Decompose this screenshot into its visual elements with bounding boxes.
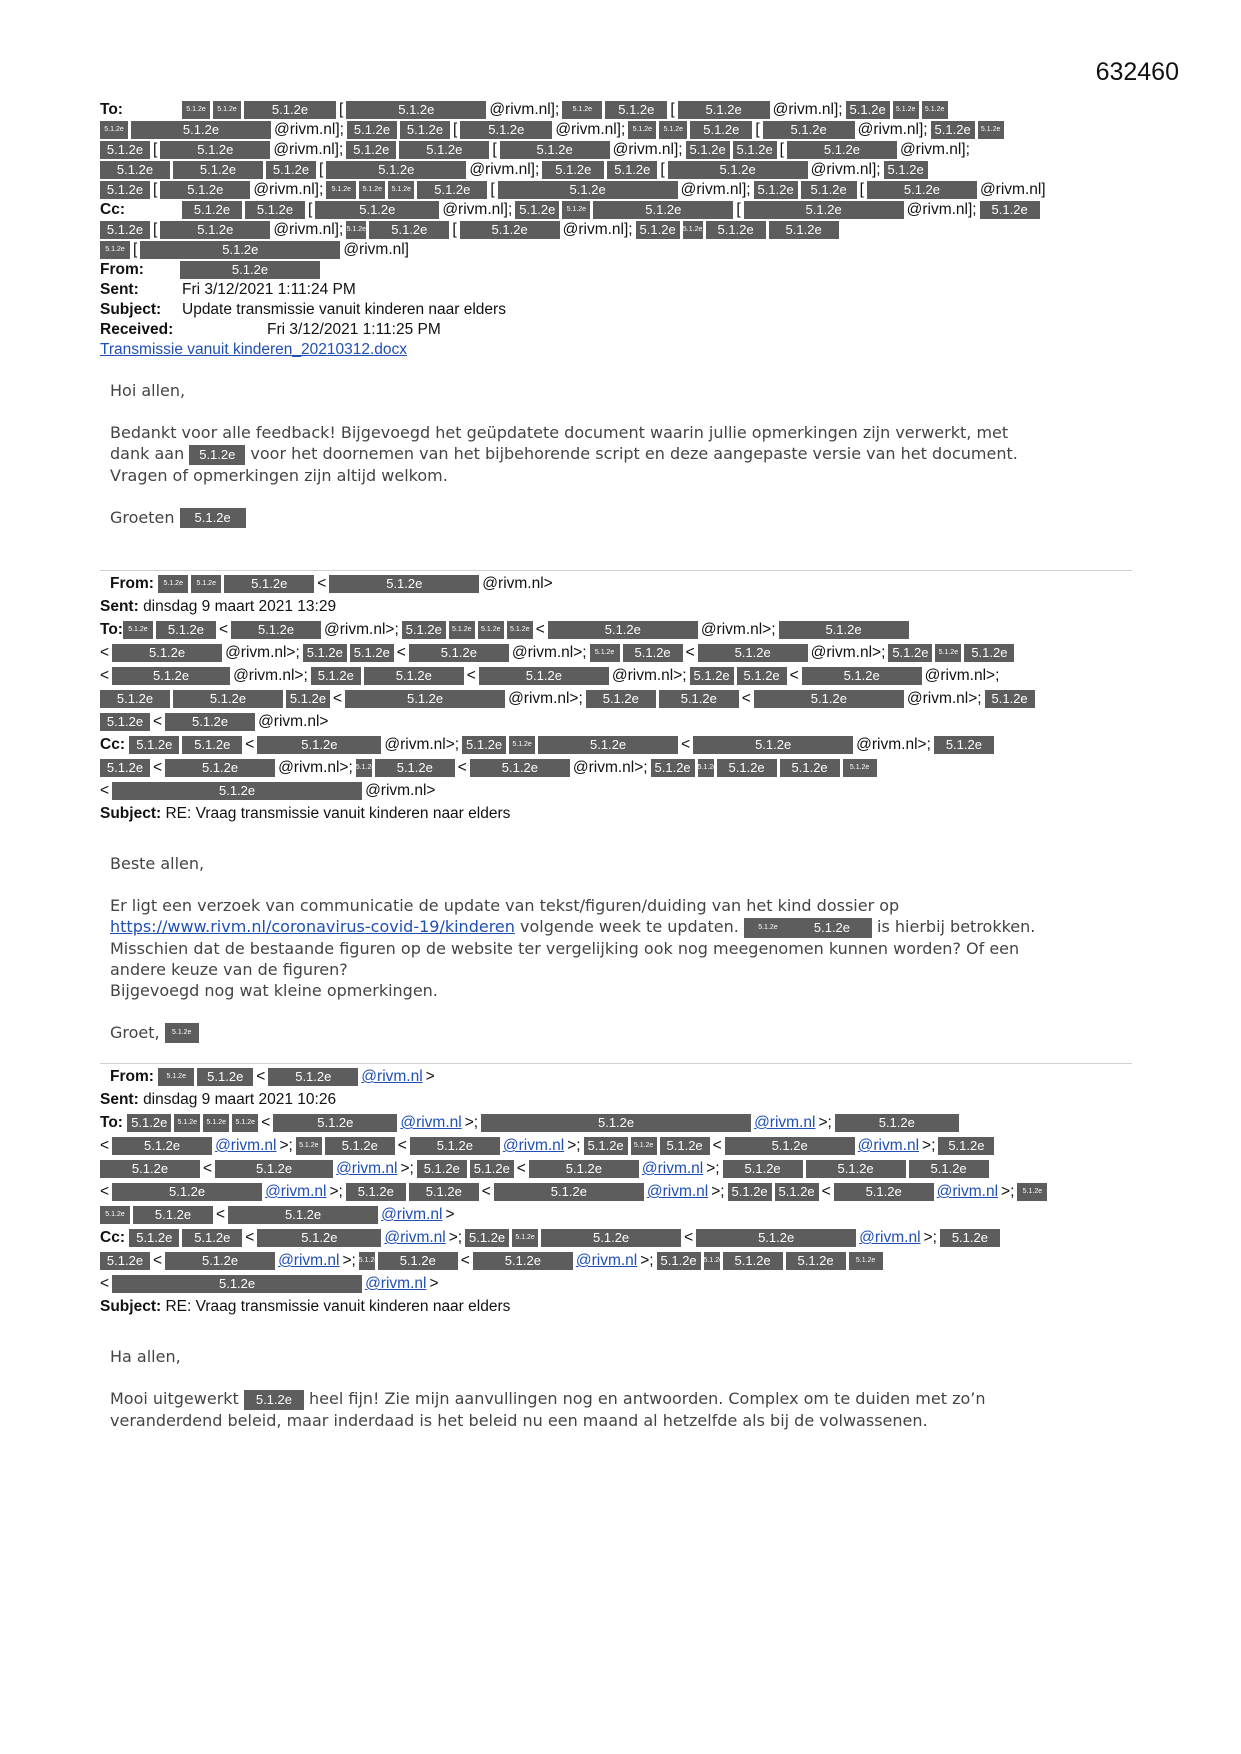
redaction: 5.1.2e xyxy=(409,644,509,662)
redaction: 5.1.2e xyxy=(245,201,305,219)
redaction: 5.1.2e xyxy=(607,161,657,179)
redaction: 5.1.2e xyxy=(849,1252,883,1270)
redaction: 5.1.2e xyxy=(158,1068,194,1086)
redaction: 5.1.2e xyxy=(693,736,853,754)
redaction: 5.1.2e xyxy=(449,621,475,639)
redaction: 5.1.2e xyxy=(131,121,271,139)
redaction: 5.1.2e xyxy=(465,1229,509,1247)
redaction: 5.1.2e xyxy=(909,1160,989,1178)
redaction: 5.1.2e xyxy=(228,1206,378,1224)
redaction: 5.1.2e xyxy=(509,736,535,754)
redaction: 5.1.2e xyxy=(686,141,730,159)
redaction: 5.1.2e xyxy=(935,644,961,662)
subject-label: Subject: xyxy=(100,805,162,822)
email1-to-row: 5.1.2e 5.1.2e @rivm.nl]; 5.1.2e 5.1.2e [ 5.1.2e @rivm.nl]; 5.1.2e 5.1.2e 5.1.2e [ 5.1.2e @rivm.nl]; 5.1.2e 5.1.2e xyxy=(100,120,1007,140)
redaction: 5.1.2e xyxy=(189,445,245,465)
redaction: 5.1.2e xyxy=(763,121,855,139)
redaction: 5.1.2e xyxy=(562,101,602,119)
redaction: 5.1.2e xyxy=(232,1114,258,1132)
email1-to-row: 5.1.2e [ 5.1.2e @rivm.nl]; 5.1.2e 5.1.2e [ 5.1.2e @rivm.nl]; 5.1.2e 5.1.2e [ 5.1.2e @rivm.nl]; xyxy=(100,140,973,160)
redaction: 5.1.2e xyxy=(129,736,179,754)
to-label: To: xyxy=(100,1114,123,1132)
redaction: 5.1.2e xyxy=(538,736,678,754)
redaction: 5.1.2e xyxy=(346,1183,406,1201)
email1-sent-row xyxy=(100,280,356,300)
email2-body: Beste allen, Er ligt een verzoek van communicatie de update van tekst/figuren/duiding van het kind dossier op https://www.rivm.nl/coronavirus-covid-19/kinderen volgende week te updaten. 5.1.2e 5.1.2e is hierbij betrokken. Misschien dat de bestaande figuren op de website ter vergelijking ook nog meegenomen kunnen worden? Of een andere keuze van de figuren? Bijgevoegd nog wat kleine opmerkingen. Groet, 5.1.2e xyxy=(110,853,1140,1043)
email1-received-row xyxy=(100,320,441,340)
redaction: 5.1.2e xyxy=(938,1137,994,1155)
redaction: 5.1.2e xyxy=(359,1252,375,1270)
redaction: 5.1.2e xyxy=(215,1160,333,1178)
redaction: 5.1.2e xyxy=(725,1137,855,1155)
email2-cc-row: Cc: 5.1.2e 5.1.2e < 5.1.2e @rivm.nl>; 5.1.2e 5.1.2e 5.1.2e < 5.1.2e @rivm.nl>; 5.1.2e xyxy=(100,735,997,755)
email1-body: Hoi allen, Bedankt voor alle feedback! Bijgevoegd het geüpdatete document waarin jullie opmerkingen zijn verwerkt, met dank aan 5.1.2e voor het doornemen van het bijbehorende script en deze aangepaste versie van het document. Vragen of opmerkingen zijn altijd welkom. Groeten 5.1.2e xyxy=(110,380,1140,528)
redaction: 5.1.2e xyxy=(378,1252,458,1270)
redaction: 5.1.2e xyxy=(470,1160,514,1178)
redaction: 5.1.2e xyxy=(888,644,932,662)
redaction: 5.1.2e xyxy=(112,644,222,662)
attachment-link[interactable]: Transmissie vanuit kinderen_20210312.docx xyxy=(100,341,408,358)
redaction: 5.1.2e xyxy=(417,1160,467,1178)
redaction: 5.1.2e xyxy=(698,644,808,662)
redaction: 5.1.2e xyxy=(780,759,840,777)
redaction: 5.1.2e xyxy=(182,201,242,219)
redaction: 5.1.2e xyxy=(980,201,1040,219)
redaction: 5.1.2e xyxy=(498,181,678,199)
redaction: 5.1.2e xyxy=(481,1114,751,1132)
email1-to-row: 5.1.2e [ 5.1.2e @rivm.nl]; 5.1.2e 5.1.2e 5.1.2e 5.1.2e [ 5.1.2e @rivm.nl]; 5.1.2e 5.1.2e [ 5.1.2e @rivm.nl] xyxy=(100,180,1049,200)
redaction: 5.1.2e xyxy=(660,1137,710,1155)
redaction: 5.1.2e xyxy=(651,759,695,777)
to-label: To: xyxy=(100,621,123,639)
email1-to-row: To: 5.1.2e 5.1.2e 5.1.2e [ 5.1.2e @rivm.nl]; 5.1.2e 5.1.2e [ 5.1.2e @rivm.nl]; 5.1.2e 5.1.2e 5.1.2e xyxy=(100,100,951,120)
email3-to-row: < 5.1.2e @rivm.nl >; 5.1.2e 5.1.2e < 5.1.2e @rivm.nl >; 5.1.2e 5.1.2e < 5.1.2e @rivm.nl >; 5.1.2e xyxy=(100,1182,1050,1202)
redaction: 5.1.2e xyxy=(346,221,366,239)
sent-label: Sent: xyxy=(100,1091,139,1108)
redaction: 5.1.2e xyxy=(657,1252,701,1270)
redaction: 5.1.2e xyxy=(835,1114,959,1132)
redaction: 5.1.2e xyxy=(158,575,188,593)
redaction: 5.1.2e xyxy=(160,141,270,159)
redaction: 5.1.2e xyxy=(964,644,1014,662)
redaction: 5.1.2e xyxy=(893,101,919,119)
redaction: 5.1.2e xyxy=(296,1137,322,1155)
redaction: 5.1.2e xyxy=(593,201,733,219)
email2-subject-row xyxy=(100,804,510,824)
to-label: To: xyxy=(100,101,123,119)
email1-greeting: Hoi allen, xyxy=(110,381,186,400)
redaction: 5.1.2e xyxy=(843,759,877,777)
redaction: 5.1.2e xyxy=(100,1252,150,1270)
cc-label: Cc: xyxy=(100,1229,125,1247)
sent-value: dinsdag 9 maart 2021 10:26 xyxy=(143,1091,337,1108)
redaction: 5.1.2e xyxy=(165,713,255,731)
redaction: 5.1.2e xyxy=(173,690,283,708)
email2-to-row: To: 5.1.2e 5.1.2e < 5.1.2e @rivm.nl>; 5.1.2e 5.1.2e 5.1.2e 5.1.2e < 5.1.2e @rivm.nl>; 5.1.2e xyxy=(100,620,912,640)
redaction: 5.1.2e xyxy=(940,1229,1000,1247)
redaction: 5.1.2e xyxy=(769,221,839,239)
redaction: 5.1.2e xyxy=(478,621,504,639)
redaction: 5.1.2e xyxy=(369,221,449,239)
redaction: 5.1.2e xyxy=(359,181,385,199)
redaction: 5.1.2e xyxy=(683,221,703,239)
sent-value: dinsdag 9 maart 2021 13:29 xyxy=(143,598,337,615)
redaction: 5.1.2e xyxy=(180,508,246,528)
redaction: 5.1.2e xyxy=(507,621,533,639)
from-label: From: xyxy=(110,1068,154,1086)
email2-to-row: 5.1.2e 5.1.2e 5.1.2e < 5.1.2e @rivm.nl>; 5.1.2e 5.1.2e < 5.1.2e @rivm.nl>; 5.1.2e xyxy=(100,689,1038,709)
redaction: 5.1.2e xyxy=(542,161,604,179)
redaction: 5.1.2e xyxy=(529,1160,639,1178)
redaction: 5.1.2e xyxy=(100,161,170,179)
redaction: 5.1.2e xyxy=(224,575,314,593)
redaction: 5.1.2e xyxy=(388,181,414,199)
email3-cc-row: 5.1.2e < 5.1.2e @rivm.nl >; 5.1.2e 5.1.2e < 5.1.2e @rivm.nl >; 5.1.2e 5.1.2e 5.1.2e 5.1.2e 5.1.2e xyxy=(100,1251,886,1271)
subject-label: Subject: xyxy=(100,301,162,318)
redaction: 5.1.2e xyxy=(931,121,975,139)
redaction: 5.1.2e xyxy=(213,101,241,119)
redaction: 5.1.2e xyxy=(717,759,777,777)
email3-to-row: 5.1.2e 5.1.2e < 5.1.2e @rivm.nl > xyxy=(100,1205,458,1225)
redaction: 5.1.2e xyxy=(100,221,150,239)
redaction: 5.1.2e xyxy=(723,1160,803,1178)
received-label: Received: xyxy=(100,321,174,338)
redaction: 5.1.2e xyxy=(659,690,739,708)
redaction: 5.1.2e xyxy=(541,1229,681,1247)
redaction: 5.1.2e xyxy=(180,261,320,279)
redaction: 5.1.2e xyxy=(623,644,683,662)
email2-from-row: From: 5.1.2e 5.1.2e 5.1.2e < 5.1.2e @rivm.nl> xyxy=(110,575,553,593)
redaction: 5.1.2e xyxy=(590,644,620,662)
redaction: 5.1.2e xyxy=(345,690,505,708)
email3-body: Ha allen, Mooi uitgewerkt 5.1.2e heel fijn! Zie mijn aanvullingen nog en antwoorden. Complex om te duiden met zo’n veranderdend beleid, maar inderdaad is het beleid nu een maand al hetzelfde als bij de volwassenen. xyxy=(110,1346,1140,1431)
redaction: 5.1.2e xyxy=(286,690,330,708)
redaction: 5.1.2e xyxy=(100,141,150,159)
redaction: 5.1.2e xyxy=(156,621,216,639)
separator xyxy=(100,1063,1132,1064)
redaction: 5.1.2e xyxy=(100,759,150,777)
redaction: 5.1.2e xyxy=(586,690,656,708)
redaction: 5.1.2e xyxy=(744,201,904,219)
email3-to-row: 5.1.2e < 5.1.2e @rivm.nl >; 5.1.2e 5.1.2e < 5.1.2e @rivm.nl >; 5.1.2e 5.1.2e 5.1.2e xyxy=(100,1159,992,1179)
redaction: 5.1.2e xyxy=(257,1229,381,1247)
email3-to-row: < 5.1.2e @rivm.nl >; 5.1.2e 5.1.2e < 5.1.2e @rivm.nl >; 5.1.2e 5.1.2e 5.1.2e < 5.1.2e @rivm.nl >; 5.1.2e xyxy=(100,1136,997,1156)
redaction: 5.1.2e xyxy=(834,1183,934,1201)
sent-label: Sent: xyxy=(100,598,139,615)
redaction: 5.1.2e xyxy=(460,221,560,239)
redaction: 5.1.2e xyxy=(315,201,439,219)
email1-to-row: 5.1.2e 5.1.2e 5.1.2e [ 5.1.2e @rivm.nl]; 5.1.2e 5.1.2e [ 5.1.2e @rivm.nl]; 5.1.2e xyxy=(100,160,931,180)
redaction: 5.1.2e xyxy=(112,782,362,800)
redaction: 5.1.2e xyxy=(174,1114,200,1132)
redaction: 5.1.2e xyxy=(165,1252,275,1270)
redaction: 5.1.2e xyxy=(690,121,752,139)
email2-to-row: < 5.1.2e @rivm.nl>; 5.1.2e 5.1.2e < 5.1.2e @rivm.nl>; 5.1.2e 5.1.2e < 5.1.2e @rivm.nl>; 5.1.2e 5.1.2e 5.1.2e xyxy=(100,643,1017,663)
redaction: 5.1.2e xyxy=(100,181,150,199)
redaction: 5.1.2e xyxy=(884,161,928,179)
redaction: 5.1.2e xyxy=(112,1137,212,1155)
redaction: 5.1.2e xyxy=(628,121,656,139)
redaction: 5.1.2e xyxy=(562,201,590,219)
email3-sent-row xyxy=(100,1090,336,1110)
redaction: 5.1.2e xyxy=(668,161,808,179)
redaction: 5.1.2e xyxy=(704,1252,720,1270)
redaction: 5.1.2e xyxy=(123,621,153,639)
sent-label: Sent: xyxy=(100,281,139,298)
redaction: 5.1.2e xyxy=(584,1137,628,1155)
redaction: 5.1.2e xyxy=(197,1068,253,1086)
subject-value: Update transmissie vanuit kinderen naar elders xyxy=(182,301,506,318)
redaction: 5.1.2e xyxy=(792,918,872,938)
redaction: 5.1.2e xyxy=(737,667,787,685)
redaction: 5.1.2e xyxy=(326,181,356,199)
redaction: 5.1.2e xyxy=(779,621,909,639)
redaction: 5.1.2e xyxy=(696,1229,856,1247)
redaction: 5.1.2e xyxy=(182,1229,242,1247)
redaction: 5.1.2e xyxy=(127,1114,171,1132)
redaction: 5.1.2e xyxy=(690,667,734,685)
email3-subject-row xyxy=(100,1297,510,1317)
received-value: Fri 3/12/2021 1:11:25 PM xyxy=(267,321,441,338)
redaction: 5.1.2e xyxy=(605,101,667,119)
redaction: 5.1.2e xyxy=(479,667,609,685)
email1-attachment-row xyxy=(100,340,407,360)
redaction: 5.1.2e xyxy=(160,221,270,239)
redaction: 5.1.2e xyxy=(112,1183,262,1201)
redaction: 5.1.2e xyxy=(631,1137,657,1155)
email1-cc-row: Cc: 5.1.2e 5.1.2e [ 5.1.2e @rivm.nl]; 5.1.2e 5.1.2e 5.1.2e [ 5.1.2e @rivm.nl]; 5.1.2e xyxy=(100,200,1043,220)
email2-sent-row xyxy=(100,597,336,617)
redaction: 5.1.2e xyxy=(326,161,466,179)
redaction: 5.1.2e xyxy=(356,759,372,777)
email1-cc-row: 5.1.2e [ 5.1.2e @rivm.nl] xyxy=(100,240,412,260)
redaction: 5.1.2e xyxy=(173,161,263,179)
redaction: 5.1.2e xyxy=(257,736,381,754)
redaction: 5.1.2e xyxy=(698,759,714,777)
email3-cc-row: < 5.1.2e @rivm.nl > xyxy=(100,1275,439,1292)
redaction: 5.1.2e xyxy=(678,101,770,119)
redaction: 5.1.2e xyxy=(978,121,1004,139)
redaction: 5.1.2e xyxy=(182,736,242,754)
redaction: 5.1.2e xyxy=(329,575,479,593)
sent-value: Fri 3/12/2021 1:11:24 PM xyxy=(182,281,356,298)
redaction: 5.1.2e xyxy=(244,1390,304,1410)
redaction: 5.1.2e xyxy=(985,690,1035,708)
redaction: 5.1.2e xyxy=(846,101,890,119)
redaction: 5.1.2e xyxy=(515,201,559,219)
redaction: 5.1.2e xyxy=(400,121,450,139)
subject-label: Subject: xyxy=(100,1298,162,1315)
from-label: From: xyxy=(110,575,154,593)
redaction: 5.1.2e xyxy=(375,759,455,777)
email2-to-row: < 5.1.2e @rivm.nl>; 5.1.2e 5.1.2e < 5.1.2e @rivm.nl>; 5.1.2e 5.1.2e < 5.1.2e @rivm.nl>; xyxy=(100,667,1000,684)
redaction: 5.1.2e xyxy=(786,1252,846,1270)
email3-cc-row: Cc: 5.1.2e 5.1.2e < 5.1.2e @rivm.nl >; 5.1.2e 5.1.2e 5.1.2e < 5.1.2e @rivm.nl >; 5.1.2e xyxy=(100,1228,1003,1248)
redaction: 5.1.2e xyxy=(303,644,347,662)
redaction: 5.1.2e xyxy=(231,621,321,639)
document-number: 632460 xyxy=(1095,58,1179,86)
redaction: 5.1.2e xyxy=(182,101,210,119)
redaction: 5.1.2e xyxy=(548,621,698,639)
redaction: 5.1.2e xyxy=(140,241,340,259)
redaction: 5.1.2e xyxy=(347,121,397,139)
email1-closing: Groeten xyxy=(110,507,175,527)
redaction: 5.1.2e xyxy=(410,1137,500,1155)
redaction: 5.1.2e xyxy=(100,690,170,708)
redaction: 5.1.2e xyxy=(165,759,275,777)
redaction: 5.1.2e xyxy=(473,1252,573,1270)
redaction: 5.1.2e xyxy=(787,141,897,159)
redaction: 5.1.2e xyxy=(867,181,977,199)
redaction: 5.1.2e xyxy=(470,759,570,777)
redaction: 5.1.2e xyxy=(1017,1183,1047,1201)
email3-from-row: From: 5.1.2e 5.1.2e < 5.1.2e @rivm.nl > xyxy=(110,1068,435,1086)
redaction: 5.1.2e xyxy=(364,667,464,685)
email3-greeting: Ha allen, xyxy=(110,1347,181,1366)
redaction: 5.1.2e xyxy=(129,1229,179,1247)
redaction: 5.1.2e xyxy=(266,161,316,179)
redaction: 5.1.2e xyxy=(744,918,792,938)
redaction: 5.1.2e xyxy=(311,667,361,685)
redaction: 5.1.2e xyxy=(723,1252,783,1270)
redaction: 5.1.2e xyxy=(402,621,446,639)
from-label: From: xyxy=(100,261,144,278)
redaction: 5.1.2e xyxy=(801,181,857,199)
redaction: 5.1.2e xyxy=(500,141,610,159)
redaction: 5.1.2e xyxy=(733,141,777,159)
redaction: 5.1.2e xyxy=(100,241,130,259)
email1-subject-row xyxy=(100,300,506,320)
cc-label: Cc: xyxy=(100,736,125,754)
redaction: 5.1.2e xyxy=(244,101,336,119)
redaction: 5.1.2e xyxy=(636,221,680,239)
redaction: 5.1.2e xyxy=(160,181,250,199)
redaction: 5.1.2e xyxy=(462,736,506,754)
email1-from-row xyxy=(100,260,323,280)
subject-value: RE: Vraag transmissie vanuit kinderen naar elders xyxy=(165,1298,511,1315)
redaction: 5.1.2e xyxy=(754,181,798,199)
redaction: 5.1.2e xyxy=(728,1183,772,1201)
redaction: 5.1.2e xyxy=(922,101,948,119)
redaction: 5.1.2e xyxy=(112,1275,362,1293)
redaction: 5.1.2e xyxy=(346,141,396,159)
redaction: 5.1.2e xyxy=(659,121,687,139)
redaction: 5.1.2e xyxy=(346,101,486,119)
redaction: 5.1.2e xyxy=(273,1114,397,1132)
redaction: 5.1.2e xyxy=(512,1229,538,1247)
redaction: 5.1.2e xyxy=(100,121,128,139)
cc-label: Cc: xyxy=(100,201,125,219)
redaction: 5.1.2e xyxy=(399,141,489,159)
subject-value: RE: Vraag transmissie vanuit kinderen naar elders xyxy=(165,805,511,822)
redaction: 5.1.2e xyxy=(165,1023,199,1043)
redaction: 5.1.2e xyxy=(460,121,552,139)
email2-cc-row: < 5.1.2e @rivm.nl> xyxy=(100,782,436,799)
separator xyxy=(100,570,1132,571)
redaction: 5.1.2e xyxy=(409,1183,479,1201)
redaction: 5.1.2e xyxy=(100,1160,200,1178)
redaction: 5.1.2e xyxy=(802,667,922,685)
email2-cc-row: 5.1.2e < 5.1.2e @rivm.nl>; 5.1.2e 5.1.2e < 5.1.2e @rivm.nl>; 5.1.2e 5.1.2e 5.1.2e 5.1.2e 5.1.2e xyxy=(100,758,880,778)
redaction: 5.1.2e xyxy=(325,1137,395,1155)
email2-closing: Groet, xyxy=(110,1022,160,1042)
redaction: 5.1.2e xyxy=(268,1068,358,1086)
redaction: 5.1.2e xyxy=(191,575,221,593)
redaction: 5.1.2e xyxy=(494,1183,644,1201)
redaction: 5.1.2e xyxy=(417,181,487,199)
email1-cc-row: 5.1.2e [ 5.1.2e @rivm.nl]; 5.1.2e 5.1.2e [ 5.1.2e @rivm.nl]; 5.1.2e 5.1.2e 5.1.2e 5.1.2e xyxy=(100,220,842,240)
redaction: 5.1.2e xyxy=(775,1183,819,1201)
kinderen-link[interactable]: https://www.rivm.nl/coronavirus-covid-19/kinderen xyxy=(110,917,515,936)
redaction: 5.1.2e xyxy=(806,1160,906,1178)
redaction: 5.1.2e xyxy=(100,713,150,731)
email2-to-row: 5.1.2e < 5.1.2e @rivm.nl> xyxy=(100,712,332,732)
email2-greeting: Beste allen, xyxy=(110,854,205,873)
email3-to-row: To: 5.1.2e 5.1.2e 5.1.2e 5.1.2e < 5.1.2e @rivm.nl >; 5.1.2e @rivm.nl >; 5.1.2e xyxy=(100,1113,962,1133)
redaction: 5.1.2e xyxy=(706,221,766,239)
redaction: 5.1.2e xyxy=(754,690,904,708)
redaction: 5.1.2e xyxy=(350,644,394,662)
redaction: 5.1.2e xyxy=(112,667,230,685)
email1-paragraph: Bedankt voor alle feedback! Bijgevoegd het geüpdatete document waarin jullie opmerkingen zijn verwerkt, met xyxy=(110,423,1009,442)
redaction: 5.1.2e xyxy=(203,1114,229,1132)
redaction: 5.1.2e xyxy=(133,1206,213,1224)
redaction: 5.1.2e xyxy=(934,736,994,754)
redaction: 5.1.2e xyxy=(100,1206,130,1224)
